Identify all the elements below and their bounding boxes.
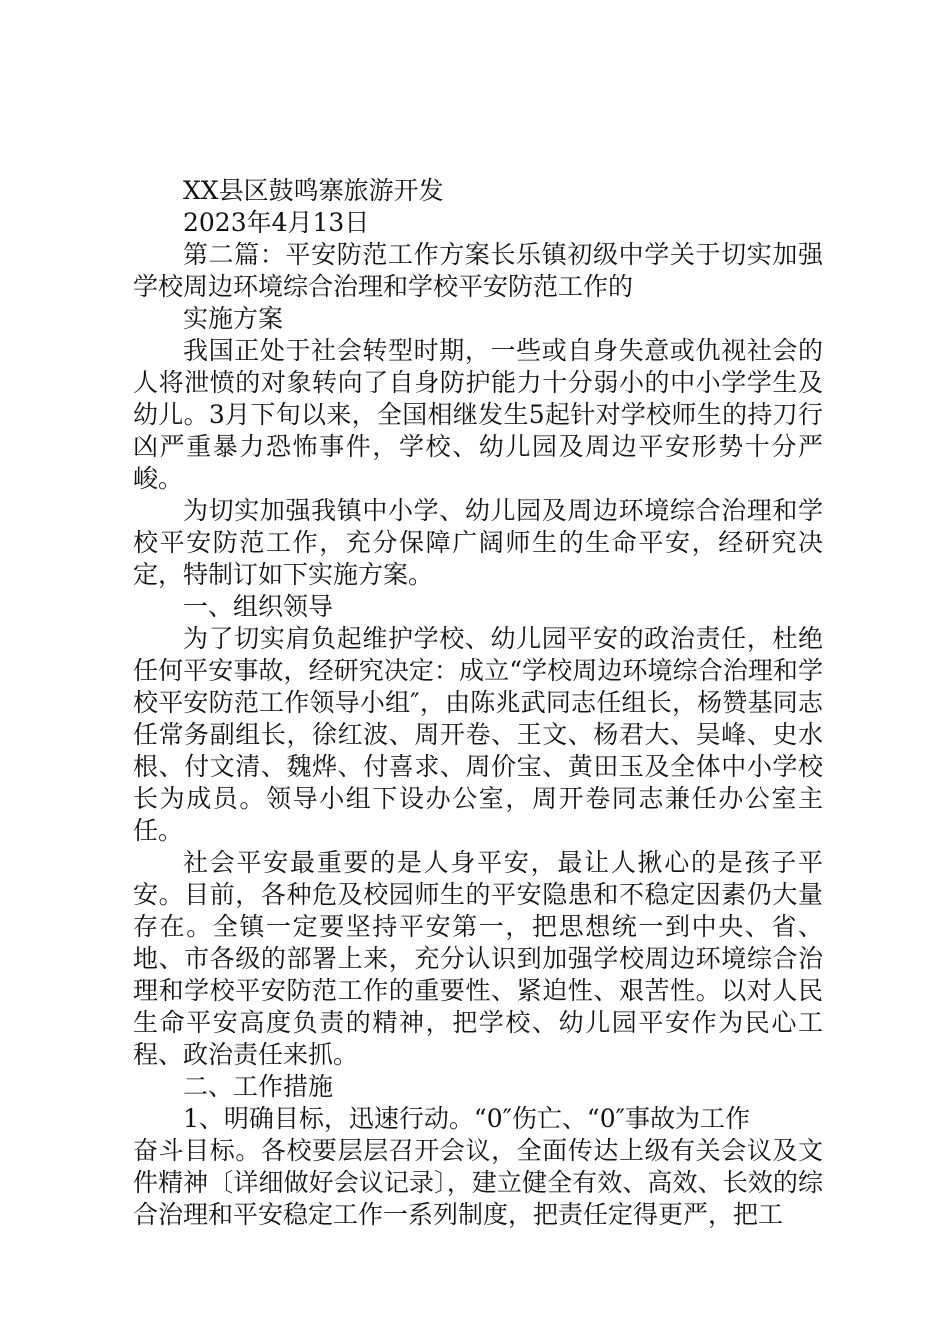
section-1-title: 一、组织领导 [183,592,334,621]
paragraph-intro: 我国正处于社会转型时期，一些或自身失意或仇视社会的人将泄愤的对象转向了自身防护能力十分弱小的中小学学生及幼儿。3月下旬以来，全国相继发生5起针对学校师生的持刀行凶严重暴力恐怖事件，学校、幼儿园及周边平安形势十分严峻。 [133,336,823,493]
document-body [133,175,823,1231]
paragraph-purpose: 为切实加强我镇中小学、幼儿园及周边环境综合治理和学校平安防范工作，充分保障广阔师生的生命平安，经研究决定，特制订如下实施方案。 [133,496,823,589]
section-2-title: 二、工作措施 [183,1072,334,1101]
org-line: XX县区鼓鸣寨旅游开发 [183,176,444,205]
section-2-item-1-line-1: 1、明确目标，迅速行动。“0″伤亡、“0″事故为工作 [183,1104,750,1133]
section-2-item-1-rest: 奋斗目标。各校要层层召开会议，全面传达上级有关会议及文件精神〔详细做好会议记录〕，建立健全有效、高效、长效的综合治理和平安稳定工作一系列制度，把责任定得更严，把工 [133,1136,823,1229]
date-line: 2023年4月13日 [183,208,370,237]
heading-line-2: 实施方案 [183,304,284,333]
section-1-paragraph-2: 社会平安最重要的是人身平安，最让人揪心的是孩子平安。目前，各种危及校园师生的平安隐患和不稳定因素仍大量存在。全镇一定要坚持平安第一，把思想统一到中央、省、地、市各级的部署上来，充分认识到加强学校周边环境综合治理和学校平安防范工作的重要性、紧迫性、艰苦性。以对人民生命平安高度负责的精神，把学校、幼儿园平安作为民心工程、政治责任来抓。 [133,848,823,1069]
section-1-paragraph-1: 为了切实肩负起维护学校、幼儿园平安的政治责任，杜绝任何平安事故，经研究决定：成立“学校周边环境综合治理和学校平安防范工作领导小组″，由陈兆武同志任组长，杨赞基同志任常务副组长，徐红波、周开卷、王文、杨君大、吴峰、史水根、付文清、魏烨、付喜求、周价宝、黄田玉及全体中小学校长为成员。领导小组下设办公室，周开卷同志兼任办公室主任。 [133,624,823,845]
heading-line-1: 第二篇：平安防范工作方案长乐镇初级中学关于切实加强学校周边环境综合治理和学校平安防范工作的 [133,240,823,301]
